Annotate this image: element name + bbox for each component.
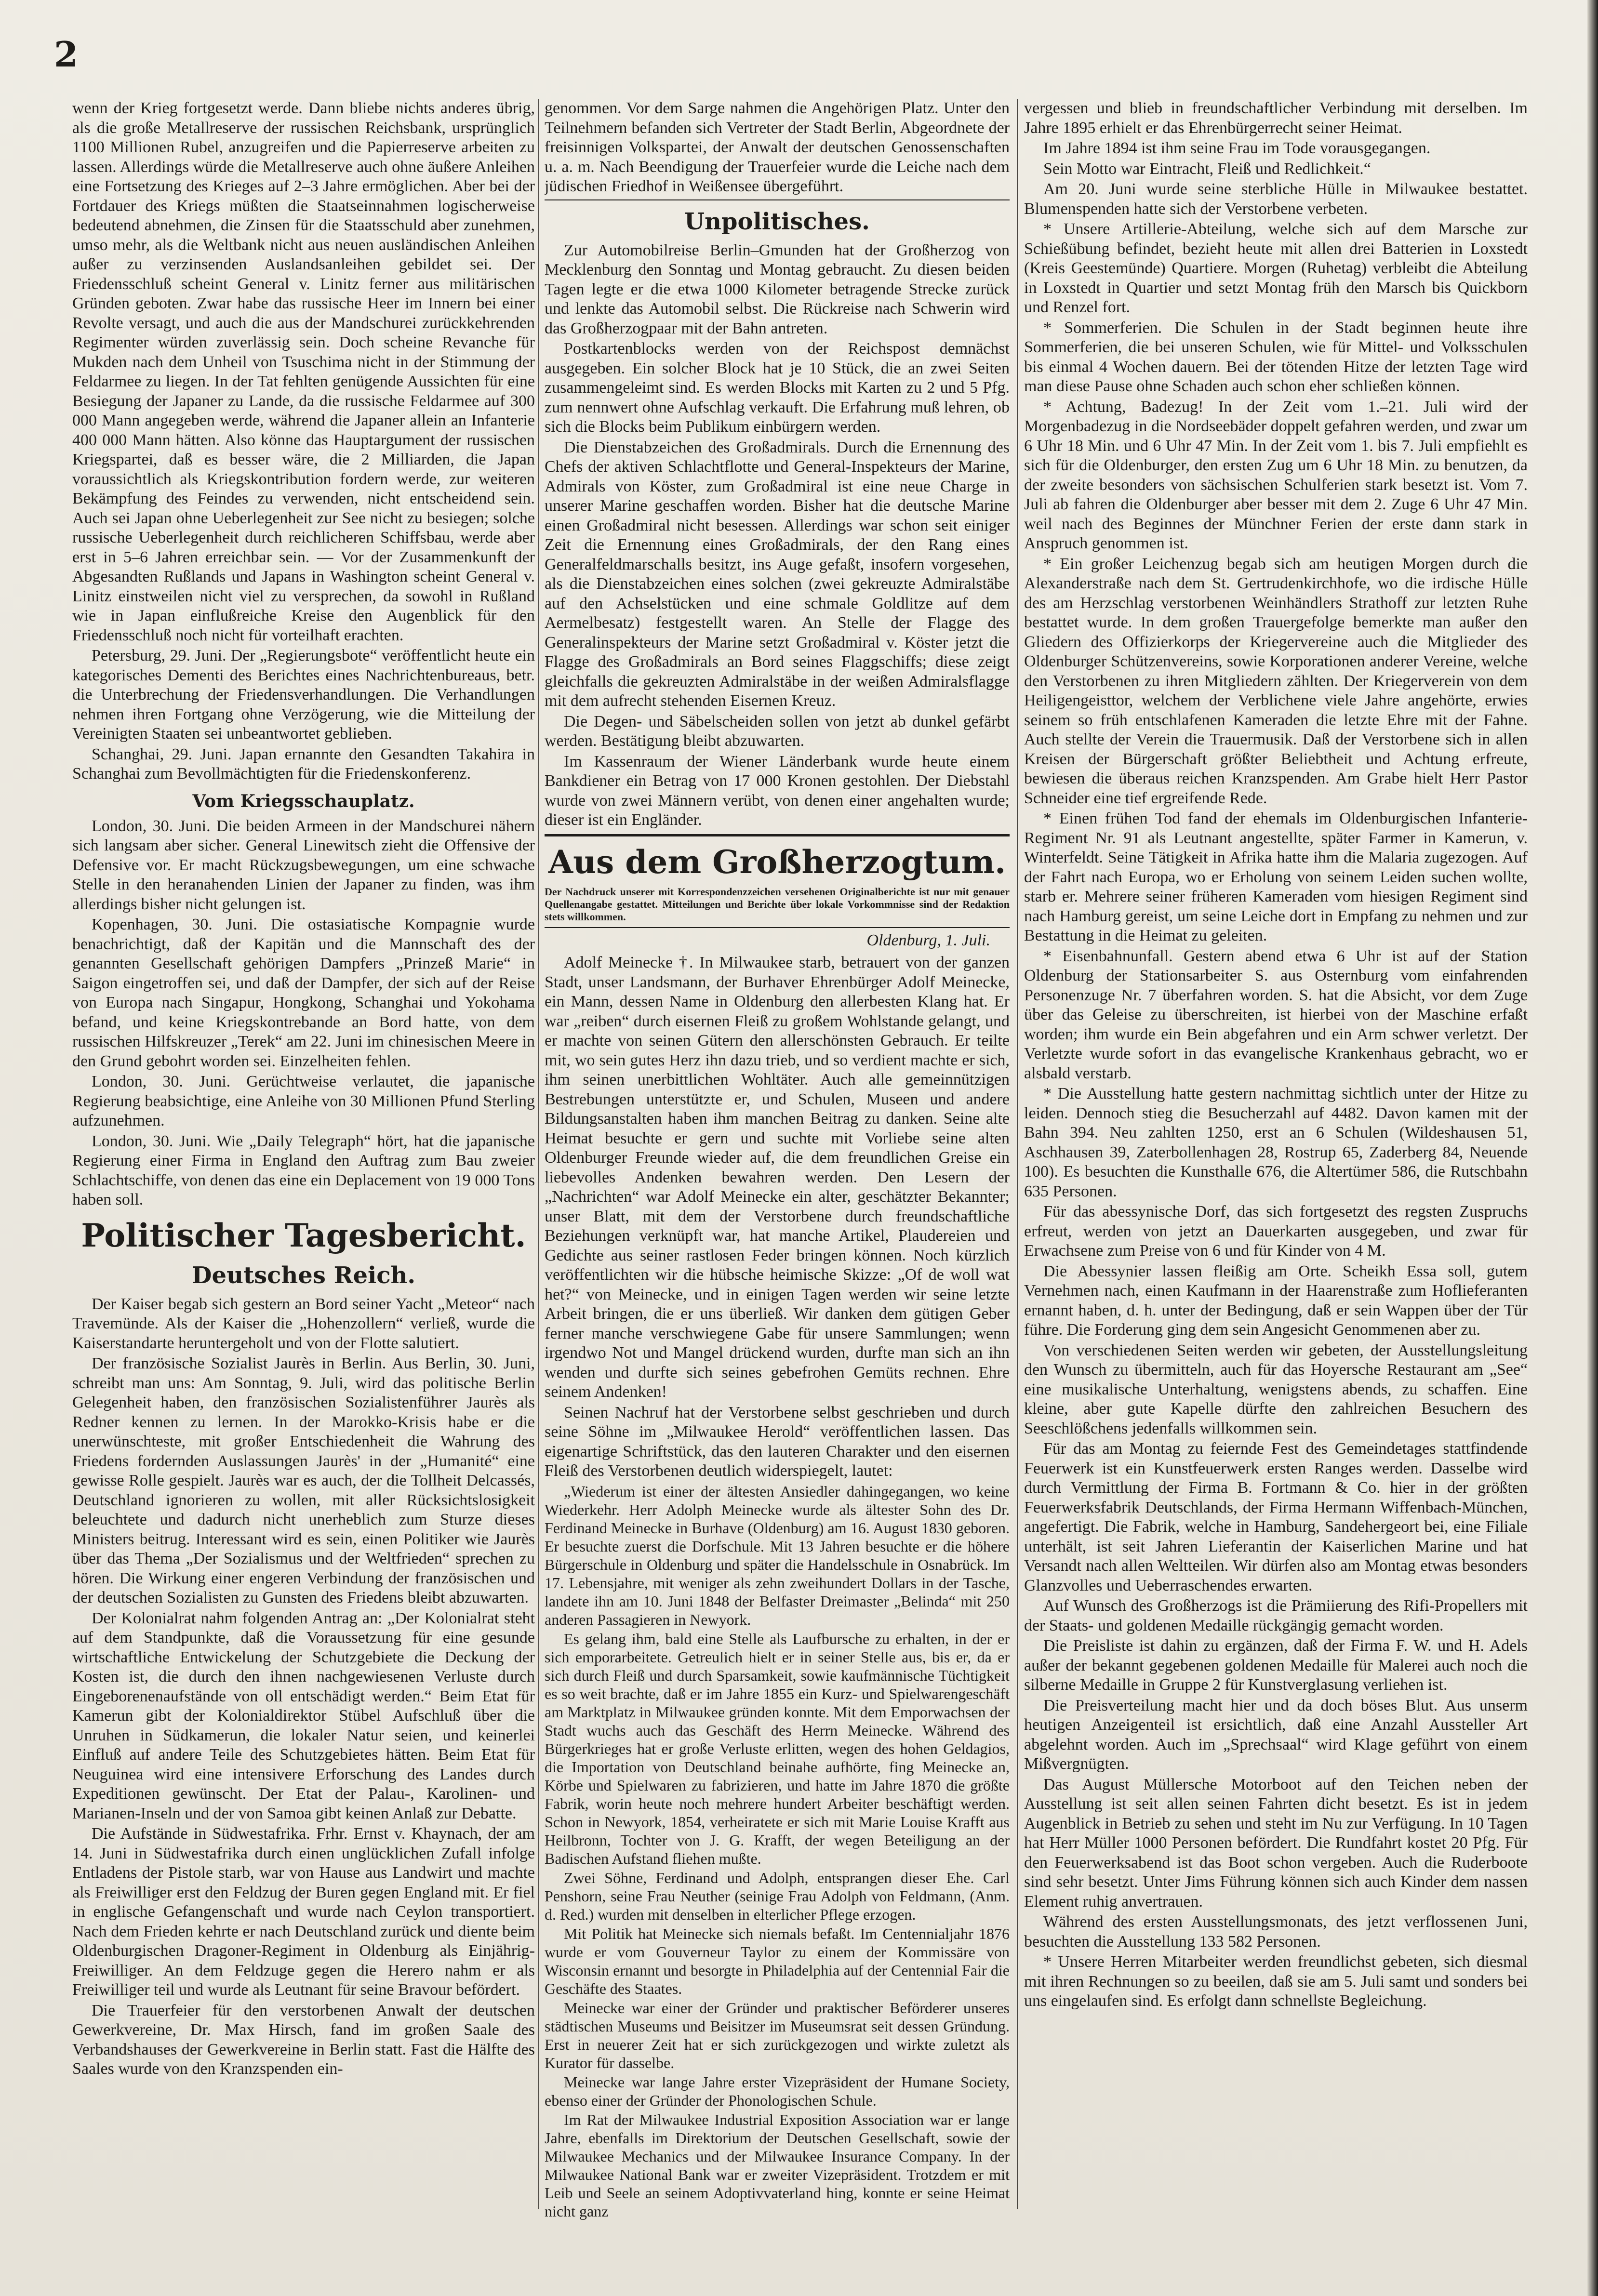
paragraph: * Eisenbahnunfall. Gestern abend etwa 6 Uhr ist auf der Station Oldenburg der Stationsarbeiter S. aus Osternburg vom einfahrenden Personenzuge Nr. 7 überfahren worden. S. hat die Absicht, vor dem Zuge über das Geleise zu überschreiten, ist hierbei von der Maschine erfaßt worden; ihm wurde ein Bein abgefahren und ein Arm schwer verletzt. Der Verletzte wurde sofort in das evangelische Krankenhaus gebracht, wo er alsbald verstarb. [1024,947,1528,1082]
quoted-paragraph: Mit Politik hat Meinecke sich niemals befaßt. Im Centennialjahr 1876 wurde er vom Gouverneur Taylor zu einem der Kommissäre von Wisconsin ernannt und besorgte in Philadelphia auf der Centennial Fair die Geschäfte des Staates. [545,1924,1010,1997]
section-divider [545,834,1010,836]
section-subheading-deutsches-reich: Deutsches Reich. [191,1261,416,1289]
section-heading-unpolitisches: Unpolitisches. [684,208,870,235]
paragraph: Seinen Nachruf hat der Verstorbene selbst geschrieben und durch seine Söhne im „Milwaukee Herold“ veröffentlichen lassen. Das eigenartige Schriftstück, das den lauteren Charakter und den eisernen Fleiß des Verstorbenen deutlich widerspiegelt, lautet: [545,1403,1010,1480]
section-heading-politischer-tagesbericht: Politischer Tagesbericht. [81,1216,526,1254]
paragraph: Zur Automobilreise Berlin–Gmunden hat der Großherzog von Mecklenburg den Sonntag und Montag gebraucht. Zu diesen beiden Tagen legte er die etwa 1000 Kilometer betragende Strecke zurück und lenkte das Automobil selbst. Die Rückreise nach Schwerin wird das Großherzogpaar mit der Bahn antreten. [545,241,1010,337]
paragraph: * Unsere Artillerie-Abteilung, welche sich auf dem Marsche zur Schießübung befindet, bezieht heute mit allen drei Batterien in Loxstedt (Kreis Geestemünde) Quartiere. Morgen (Ruhetag) verbleibt die Abteilung in Loxstedt in Quartier und setzt Montag früh den Marsch bis Quickborn und Renzel fort. [1024,220,1528,316]
paragraph: Die Abessynier lassen fleißig am Orte. Scheikh Essa soll, gutem Vernehmen nach, einen Kaufmann in der Haarenstraße zum Hoflieferanten ernannt haben, d. h. unter der Bedingung, daß er sein Wappen über der Tür führe. Die Forderung ging dem sein Angesicht Genommenen aber zu. [1024,1262,1528,1339]
quoted-paragraph: Im Rat der Milwaukee Industrial Exposition Association war er lange Jahre, ebenfalls im Direktorium der Deutschen Gesellschaft, sowie der Milwaukee Mechanics und der Milwaukee Insurance Company. In der Milwaukee National Bank war er zweiter Vizepräsident. Trotzdem er mit Leib und Seele an seinem Adoptivvaterland hing, konnte er seine Heimat nicht ganz [545,2110,1010,2220]
paragraph: Auf Wunsch des Großherzogs ist die Prämiierung des Rifi-Propellers mit der Staats- und goldenen Medaille rückgängig gemacht worden. [1024,1597,1528,1634]
paragraph: * Achtung, Badezug! In der Zeit vom 1.–21. Juli wird der Morgenbadezug in die Nordseebäder doppelt gefahren werden, und zwar um 6 Uhr 18 Min. und 6 Uhr 47 Min. In der Zeit vom 1. bis 7. Juli empfiehlt es sich für die Oldenburger, den ersten Zug um 6 Uhr 18 Min. zu benutzen, da der zweite besonders von sächsischen Schulferien stark besetzt ist. Vom 7. Juli ab fahren die Oldenburger aber besser mit dem 2. Zuge 6 Uhr 47 Min. weil nach des Beginnes der Münchner Ferien der erste dann stark in Anspruch genommen ist. [1024,398,1528,552]
section-divider [545,199,1010,200]
column-rule [538,99,539,2209]
paragraph: * Einen frühen Tod fand der ehemals im Oldenburgischen Infanterie-Regiment Nr. 91 als Leutnant angestellte, später Farmer in Kamerun, v. Winterfeldt. Seine Tätigkeit in Afrika hatte ihm die Malaria zugezogen. Auf der Fahrt nach Europa, wo er Erholung von seinem Leiden suchen wollte, starb er. Mehrere seiner früheren Kameraden vom hiesigen Regiment sind nach Hamburg gereist, um seine Leiche dort in Empfang zu nehmen und zur Bestattung in die Heimat zu geleiten. [1024,810,1528,944]
paragraph: Kopenhagen, 30. Juni. Die ostasiatische Kompagnie wurde benachrichtigt, daß der Kapitän und die Mannschaft des der genannten Gesellschaft gehörigen Dampfers „Prinzeß Marie“ in Saigon eingetroffen sei, und daß der Dampfer, der sich auf der Reise von Europa nach Singapur, Hongkong, Schanghai und Yokohama befand, und keine Kriegskontrebande an Bord hatte, von dem russischen Hilfskreuzer „Terek“ am 22. Juni im chinesischen Meere in den Grund gebohrt worden sei. Einzelheiten fehlen. [72,916,535,1070]
paragraph: Von verschiedenen Seiten werden wir gebeten, der Ausstellungsleitung den Wunsch zu übermitteln, auch für das Hoyersche Restaurant am „See“ eine musikalische Unterhaltung, wenigstens abends, zu schaffen. Eine kleine, aber gute Kapelle dürfte den zahlreichen Besuchern des Seeschlößchens jedenfalls willkommen sein. [1024,1341,1528,1437]
quoted-paragraph: „Wiederum ist einer der ältesten Ansiedler dahingegangen, wo keine Wiederkehr. Herr Adolph Meinecke wurde als ältester Sohn des Dr. Ferdinand Meinecke in Burhave (Oldenburg) am 16. August 1830 geboren. Er besuchte zuerst die Dorfschule. Mit 13 Jahren besuchte er die höhere Bürgerschule in Oldenburg und später die Handelsschule in Osnabrück. Im 17. Lebensjahre, mit weniger als zehn zweihundert Dollars in der Tasche, landete ihn am 10. Juni 1848 der Belfaster Dreimaster „Belinda“ mit 250 anderen Passagieren in Newyork. [545,1482,1010,1628]
dateline: Oldenburg, 1. Juli. [866,931,990,949]
reprint-notice: Der Nachdruck unserer mit Korrespondenzzeichen versehenen Originalberichte ist nur mit genauer Quellenangabe gestattet. Mitteilungen und Berichte über lokale Vorkommnisse sind der Redaktion stets willkommen. [545,885,1010,923]
paragraph: Der Kaiser begab sich gestern an Bord seiner Yacht „Meteor“ nach Travemünde. Als der Kaiser die „Hohenzollern“ verließ, wurde die Kaiserstandarte heruntergeholt und von der Flotte salutiert. [72,1295,535,1352]
paragraph: Die Preisverteilung macht hier und da doch böses Blut. Aus unserm heutigen Anzeigenteil ist ersichtlich, daß eine Anzahl Aussteller Art abgelehnt worden. Auch im „Sprechsaal“ wird Klage geführt von einem Mißvergnügten. [1024,1696,1528,1773]
column-2 [545,99,1010,2253]
paragraph: genommen. Vor dem Sarge nahmen die Angehörigen Platz. Unter den Teilnehmern befanden sich Vertreter der Stadt Berlin, Abgeordnete der freisinnigen Volkspartei, der Anwalt der deutschen Genossenschaften u. a. m. Nach Beendigung der Trauerfeier wurde die Leiche nach dem jüdischen Friedhof in Weißensee übergeführt. [545,99,1010,195]
quoted-paragraph: Meinecke war lange Jahre erster Vizepräsident der Humane Society, ebenso einer der Gründer der Phonologischen Schule. [545,2073,1010,2109]
paragraph: London, 30. Juni. Wie „Daily Telegraph“ hört, hat die japanische Regierung einer Firma in England den Auftrag zum Bau zweier Schlachtschiffe, von denen das eine ein Deplacement von 19 000 Tons haben soll. [72,1132,535,1208]
paragraph: Im Kassenraum der Wiener Länderbank wurde heute einem Bankdiener ein Betrag von 17 000 Kronen gestohlen. Der Diebstahl wurde von zwei Männern verübt, von denen einer angehalten wurde; dieser ist ein Engländer. [545,752,1010,829]
paragraph: * Ein großer Leichenzug begab sich am heutigen Morgen durch die Alexanderstraße nach dem St. Gertrudenkirchhofe, wo die irdische Hülle des am Herzschlag verstorbenen Weinhändlers Strathoff zur letzten Ruhe bestattet wurde. In dem großen Trauergefolge bemerkte man außer den Gliedern des Offizierkorps der Kriegervereine auch die Mitglieder des Oldenburger Schützenvereins, sowie Korporationen anderer Vereine, welche den Verstorbenen zu ihren Mitgliedern zählten. Der Kriegerverein von dem Heiligengeisttor, welchem der Verblichene viele Jahre angehörte, erwies seinem so früh entschlafenen Kameraden die letzte Ehre mit der Fahne. Auch stellte der Verein die Trauermusik. Daß der Verstorbene sich in allen Kreisen der Bürgerschaft größter Beliebtheit und Achtung erfreute, bewiesen die überaus reichen Kranzspenden. Am Grabe hielt Herr Pastor Schneider eine tief ergreifende Rede. [1024,555,1528,807]
paragraph: Die Preisliste ist dahin zu ergänzen, daß der Firma F. W. und H. Adels außer der bekannt gegebenen goldenen Medaille für Malerei auch noch die silberne Medaille in Gruppe 2 für Kunstverglasung verliehen ist. [1024,1637,1528,1694]
column-1 [72,99,535,2253]
paragraph: London, 30. Juni. Gerüchtweise verlautet, die japanische Regierung beabsichtige, eine Anleihe von 30 Millionen Pfund Sterling aufzunehmen. [72,1073,535,1129]
quoted-paragraph: Zwei Söhne, Ferdinand und Adolph, entsprangen dieser Ehe. Carl Penshorn, seine Frau Neuther (seinige Frau Adolph von Feldmann, (Anm. d. Red.) wurden mit denselben in elterlicher Pflege erzogen. [545,1869,1010,1923]
section-divider [545,927,1010,928]
page-edge-shadow [1587,0,1598,2296]
paragraph: Die Degen- und Säbelscheiden sollen von jetzt ab dunkel gefärbt werden. Bestätigung bleibt abzuwarten. [545,712,1010,750]
quoted-paragraph: Es gelang ihm, bald eine Stelle als Laufbursche zu erhalten, in der er sich emporarbeitete. Getreulich hielt er in seiner Stelle aus, bis er, da er sich durch Fleiß und durch Sparsamkeit, sowie kaufmännische Tüchtigkeit es so weit brachte, daß er im Jahre 1855 ein Kurz- und Spielwarengeschäft am Marktplatz in Milwaukee gründen konnte. Mit dem Emporwachsen der Stadt wuchs auch das Geschäft des Herrn Meinecke. Während des Bürgerkrieges hat er große Verluste erlitten, wegen des hohen Geldagios, die Importation von Deutschland beinahe aufhörte, fing Meinecke an, Körbe und Spielwaren zu fabrizieren, und hatte im Jahre 1870 die größte Fabrik, worin heute noch mehrere hundert Arbeiter beschäftigt werden. Schon in Newyork, 1854, verheiratete er sich mit Marie Louise Krafft aus Heilbronn, Tochter von J. G. Krafft, der wegen Beteiligung an der Badischen Aufstand fliehen mußte. [545,1630,1010,1867]
column-rule [1017,99,1018,2209]
paragraph: Für das am Montag zu feiernde Fest des Gemeindetages stattfindende Feuerwerk ist ein Kunstfeuerwerk ersten Ranges werden. Dasselbe wird durch Vermittlung der Firma B. Fortmann & Co. hier in der größten Feuerwerksfabrik Deutschlands, der Firma Hermann Wiffenbach-München, angefertigt. Die Fabrik, welche in Hamburg, Sandehergeort bei, eine Filiale unterhält, ist seit Jahren Lieferantin der Kaiserlichen Marine und hat Versandt nach allen Weltteilen. Wir dürfen also am Montag etwas besonders Glanzvolles und Ueberraschendes erwarten. [1024,1440,1528,1594]
section-heading-grossherzogtum: Aus dem Großherzogtum. [548,843,1006,881]
paragraph: Die Aufstände in Südwestafrika. Frhr. Ernst v. Khaynach, der am 14. Juni in Südwestafrika durch einen unglücklichen Zufall infolge Entladens der Pistole starb, war von Hause aus Landwirt und machte als Freiwilliger erst den Feldzug der Buren gegen England mit. Er fiel in englische Gefangenschaft und wurde nach Ceylon transportiert. Nach dem Frieden kehrte er nach Deutschland zurück und diente beim Oldenburgischen Dragoner-Regiment in Oldenburg als Einjährig-Freiwilliger. An dem Feldzuge gegen die Herero nahm er als Freiwilliger teil und wurde als Leutnant für seine Bravour befördert. [72,1825,535,1999]
paragraph: * Sommerferien. Die Schulen in der Stadt beginnen heute ihre Sommerferien, die bei unseren Schulen, wie für Mittel- und Volksschulen bis einmal 4 Wochen dauern. Bei der tötenden Hitze der letzten Tage wird man diese Pause ohne Schaden auch schon eher schließen können. [1024,319,1528,395]
paragraph: Für das abessynische Dorf, das sich fortgesetzt des regsten Zuspruchs erfreut, werden von jetzt an Dauerkarten ausgegeben, und zwar für Erwachsene zum Preise von 6 und für Kinder von 4 M. [1024,1203,1528,1260]
paragraph: London, 30. Juni. Die beiden Armeen in der Mandschurei nähern sich langsam aber sicher. General Linewitsch zieht die Offensive der Defensive vor. Er macht Rückzugsbewegungen, um eine schwache Stelle in den heranahenden Linien der Japaner zu finden, was ihm allerdings bisher nicht gelungen ist. [72,817,535,913]
page-number: 2 [54,34,79,75]
paragraph: Das August Müllersche Motorboot auf den Teichen neben der Ausstellung ist seit allen seinen Fahrten dicht besetzt. Es ist in jedem Augenblick in Betrieb zu sehen und steht im Nu zur Verfügung. In 10 Tagen hat Herr Müller 1000 Personen befördert. Die Rundfahrt kostet 20 Pfg. Für den Feuerwerksabend ist das Boot schon vergeben. Auch die Ruderboote sind sehr besetzt. Unter Jims Führung können sich auch Kinder dem nassen Element ruhig anvertrauen. [1024,1775,1528,1911]
paragraph: Adolf Meinecke †. In Milwaukee starb, betrauert von der ganzen Stadt, unser Landsmann, der Burhaver Ehrenbürger Adolf Meinecke, ein Mann, dessen Name in Oldenburg den allerbesten Klang hat. Er war „reiben“ durch eisernen Fleiß zu großem Wohlstande gelangt, und er machte von seinen Gütern den allerschönsten Gebrauch. Er teilte mit, wo sein gutes Herz ihn dazu trieb, und so verdient machte er sich, ihm seinen unerbittlichen Wohltäter. Auch alle gemeinnützigen Bestrebungen unterstützte er, und Schulen, Museen und andere Bildungsanstalten haben ihm manchen Beitrag zu danken. Seine alte Heimat besuchte er gern und suchte mit Vorliebe seine alten Oldenburger Freunde wieder auf, die dem freundlichen Greise ein liebevolles Andenken bewahren werden. Den Lesern der „Nachrichten“ war Adolf Meinecke ein alter, geschätzter Bekannter; unser Blatt, mit dem der Verstorbene durch freundschaftliche Beziehungen verknüpft war, hat manche Artikel, Plaudereien und Gedichte aus seiner rastlosen Feder bringen können. Noch kürzlich veröffentlichten wir die hübsche heimische Skizze: „Of de woll wat het?“ von Meinecke, und in einigen Tagen werden wir seine letzte Arbeit bringen, die er uns überließ. Wir danken dem gütigen Geber ferner manche verschwiegene Gabe für unsere Sammlungen; wenn irgendwo Not und Mangel drückend wurden, durfte man sich an ihn wenden und durfte sich seines gebefrohen Gemüts rechnen. Ehre seinem Andenken! [545,954,1010,1401]
quoted-paragraph: Meinecke war einer der Gründer und praktischer Beförderer unseres städtischen Museums und Beisitzer im Museumsrat seit dessen Gründung. Erst in neuerer Zeit hat er sich zurückgezogen und wirkte zuletzt als Kurator für dasselbe. [545,1999,1010,2071]
paragraph: * Die Ausstellung hatte gestern nachmittag sichtlich unter der Hitze zu leiden. Dennoch stieg die Besucherzahl auf 4482. Davon kamen mit der Bahn 394. Neu zahlten 1250, erst an 6 Schulen (Wildeshausen 51, Aschhausen 39, Zaterbollenhagen 28, Rostrup 65, Zaderberg 84, Neuende 100). Es besuchten die Kunsthalle 676, die Altertümer 586, die Rutschbahn 635 Personen. [1024,1085,1528,1200]
paragraph: Am 20. Juni wurde seine sterbliche Hülle in Milwaukee bestattet. Blumenspenden hatte sich der Verstorbene verbeten. [1024,180,1528,218]
paragraph: Die Dienstabzeichen des Großadmirals. Durch die Ernennung des Chefs der aktiven Schlachtflotte und General-Inspekteurs der Marine, Admirals von Köster, zum Großadmiral ist eine neue Charge in unserer Marine geschaffen worden. Bisher hat die deutsche Marine einen Großadmiral nicht besessen. Allerdings war schon seit einiger Zeit die Ernennung eines Großadmirals, der den Rang eines Generalfeldmarschalls besitzt, ins Auge gefaßt, insofern vorgesehen, als die Dienstabzeichen eines solchen (zwei gekreuzte Admiralstäbe auf den Achselstücken und eine schmale Goldlitze auf dem Aermelbesatz) festgestellt waren. An Stelle der Flagge des Generalinspekteurs der Marine setzt Großadmiral v. Köster jetzt die Flagge des Großadmirals an Bord seines Flaggschiffs; diese zeigt gleichfalls die gekreuzten Admiralstäbe in der weißen Admiralsflagge mit dem aufrecht stehenden Eisernen Kreuz. [545,438,1010,710]
paragraph: Die Trauerfeier für den verstorbenen Anwalt der deutschen Gewerkvereine, Dr. Max Hirsch, fand im großen Saale des Verbandshauses der Gewerkvereine in Berlin statt. Fast die Hälfte des Saales wurde von den Kranzspenden ein- [72,2001,535,2078]
column-3 [1024,99,1528,2253]
paragraph: Petersburg, 29. Juni. Der „Regierungsbote“ veröffentlicht heute ein kategorisches Dementi des Berichtes eines Nachrichtenbureaus, betr. die Unterbrechung der Friedensverhandlungen. Die Verhandlungen nehmen ihren Fortgang ohne Verzögerung, wie die Mitteilung der Vereinigten Staaten sei unbeantwortet geblieben. [72,647,535,743]
paragraph: Im Jahre 1894 ist ihm seine Frau im Tode vorausgegangen. [1043,139,1431,157]
paragraph: * Unsere Herren Mitarbeiter werden freundlichst gebeten, sich diesmal mit ihren Rechnungen so zu beeilen, daß sie am 5. Juli samt und sonders bei uns eingelaufen sind. Es erfolgt dann schnellste Begleichung. [1024,1953,1528,2010]
paragraph: vergessen und blieb in freundschaftlicher Verbindung mit derselben. Im Jahre 1895 erhielt er das Ehrenbürgerrecht seiner Heimat. [1024,99,1528,137]
paragraph: Sein Motto war Eintracht, Fleiß und Redlichkeit.“ [1043,159,1371,178]
paragraph: Der französische Sozialist Jaurès in Berlin. Aus Berlin, 30. Juni, schreibt man uns: Am Sonntag, 9. Juli, wird das politische Berlin Gelegenheit haben, den französischen Sozialistenführer Jaurès als Redner kennen zu lernen. In der Marokko-Krisis habe er die unerwünschteste, mit großer Entschiedenheit die Wahrung des Friedens fordernden Auslassungen Jaurès' in der „Humanité“ eine gewisse Rolle gespielt. Jaurès war es auch, der die Tollheit Delcassés, Deutschland ignorieren zu wollen, mit aller Rücksichtslosigkeit beleuchtete und dadurch nicht unerheblich zum Sturze dieses Ministers beitrug. Interessant wird es sein, einen Politiker wie Jaurès über das Thema „Der Sozialismus und der Weltfrieden“ sprechen zu hören. Die Wirkung einer engeren Verbindung der französischen und der deutschen Sozialisten zu Gunsten des Friedens bleibt abzuwarten. [72,1354,535,1606]
paragraph: wenn der Krieg fortgesetzt werde. Dann bliebe nichts anderes übrig, als die große Metallreserve der russischen Reichsbank, ursprünglich 1100 Millionen Rubel, anzugreifen und die Papierreserve arbeiten zu lassen. Allerdings würde die Metallreserve auch ohne äußere Anleihen eine Fortsetzung des Krieges auf 2–3 Jahre ermöglichen. Aber bei der Fortdauer des Kriegs müßten die Staatseinnahmen logischerweise bedeutend abnehmen, die Zinsen für die Staatsschuld aber zunehmen, umso mehr, als die Weltbank nicht aus neuen ausländischen Anleihen außer zu verzinsenden Auslandsanleihen gebildet sei. Der Friedensschluß scheint General v. Linitz ferner aus militärischen Gründen geboten. Zwar habe das russische Heer im Innern bei einer Revolte versagt, und auch die aus der Mandschurei zurückkehrenden Regimenter würden zuverlässig sein. Doch scheine Revanche für Mukden nach dem Unheil von Tsuschima nicht in der Stimmung der Feldarmee zu liegen. In der Tat fehlten genügende Aussichten für eine Besiegung der Japaner zu Lande, da die russische Feldarmee auf 300 000 Mann angegeben werde, während die Japaner allein an Infanterie 400 000 Mann hätten. Also könne das Hauptargument der russischen Kriegspartei, daß es besser wäre, die 2 Milliarden, die Japan voraussichtlich als Kriegskontribution fordern werde, zur weiteren Bekämpfung des Feindes zu verwenden, nicht entscheidend sein. Auch sei Japan ohne Ueberlegenheit zur See nicht zu besiegen; solche russische Ueberlegenheit durch reichlicheren Schiffsbau, werde aber erst in 5–6 Jahren erreichbar sein. — Vor der Zusammenkunft der Abgesandten Rußlands und Japans in Washington scheint General v. Linitz einstweilen nicht viel zu versprechen, da sowohl in Rußland wie in Japan einflußreiche Kreise den Augenblick für den Friedensschluß noch nicht für vorteilhaft erachten. [72,99,535,644]
paragraph: Postkartenblocks werden von der Reichspost demnächst ausgegeben. Ein solcher Block hat je 10 Stück, die an zwei Seiten zusammengeleimt sind. Es werden Blocks mit Karten zu 2 und 5 Pfg. zum nennwert ohne Aufschlag verkauft. Die Erfahrung muß lehren, ob sich die Blocks beim Publikum einbürgern werden. [545,340,1010,436]
paragraph: Während des ersten Ausstellungsmonats, des jetzt verflossenen Juni, besuchten die Ausstellung 133 582 Personen. [1024,1913,1528,1951]
paragraph: Schanghai, 29. Juni. Japan ernannte den Gesandten Takahira in Schanghai zum Bevollmächtigten für die Friedenskonferenz. [72,745,535,783]
section-heading-kriegsschauplatz: Vom Kriegsschauplatz. [192,791,415,811]
paragraph: Der Kolonialrat nahm folgenden Antrag an: „Der Kolonialrat steht auf dem Standpunkte, daß die Voraussetzung für eine gesunde wirtschaftliche Entwickelung der Schutzgebiete die Deckung der Kosten ist, die durch den ihnen nachgewiesenen Verluste durch Eingeborenenaufstände von oll entschädigt werden.“ Beim Etat für Kamerun gibt der Kolonialdirektor Stübel Aufschluß über die Unruhen in Südkamerun, die lokaler Natur seien, und keinerlei Einfluß auf andere Teile des Schutzgebietes hätten. Beim Etat für Neuguinea wird eine intensivere Erforschung des Landes durch Expeditionen gewünscht. Der Etat der Palau-, Karolinen- und Marianen-Inseln und der von Samoa gibt keinen Anlaß zur Debatte. [72,1609,535,1822]
